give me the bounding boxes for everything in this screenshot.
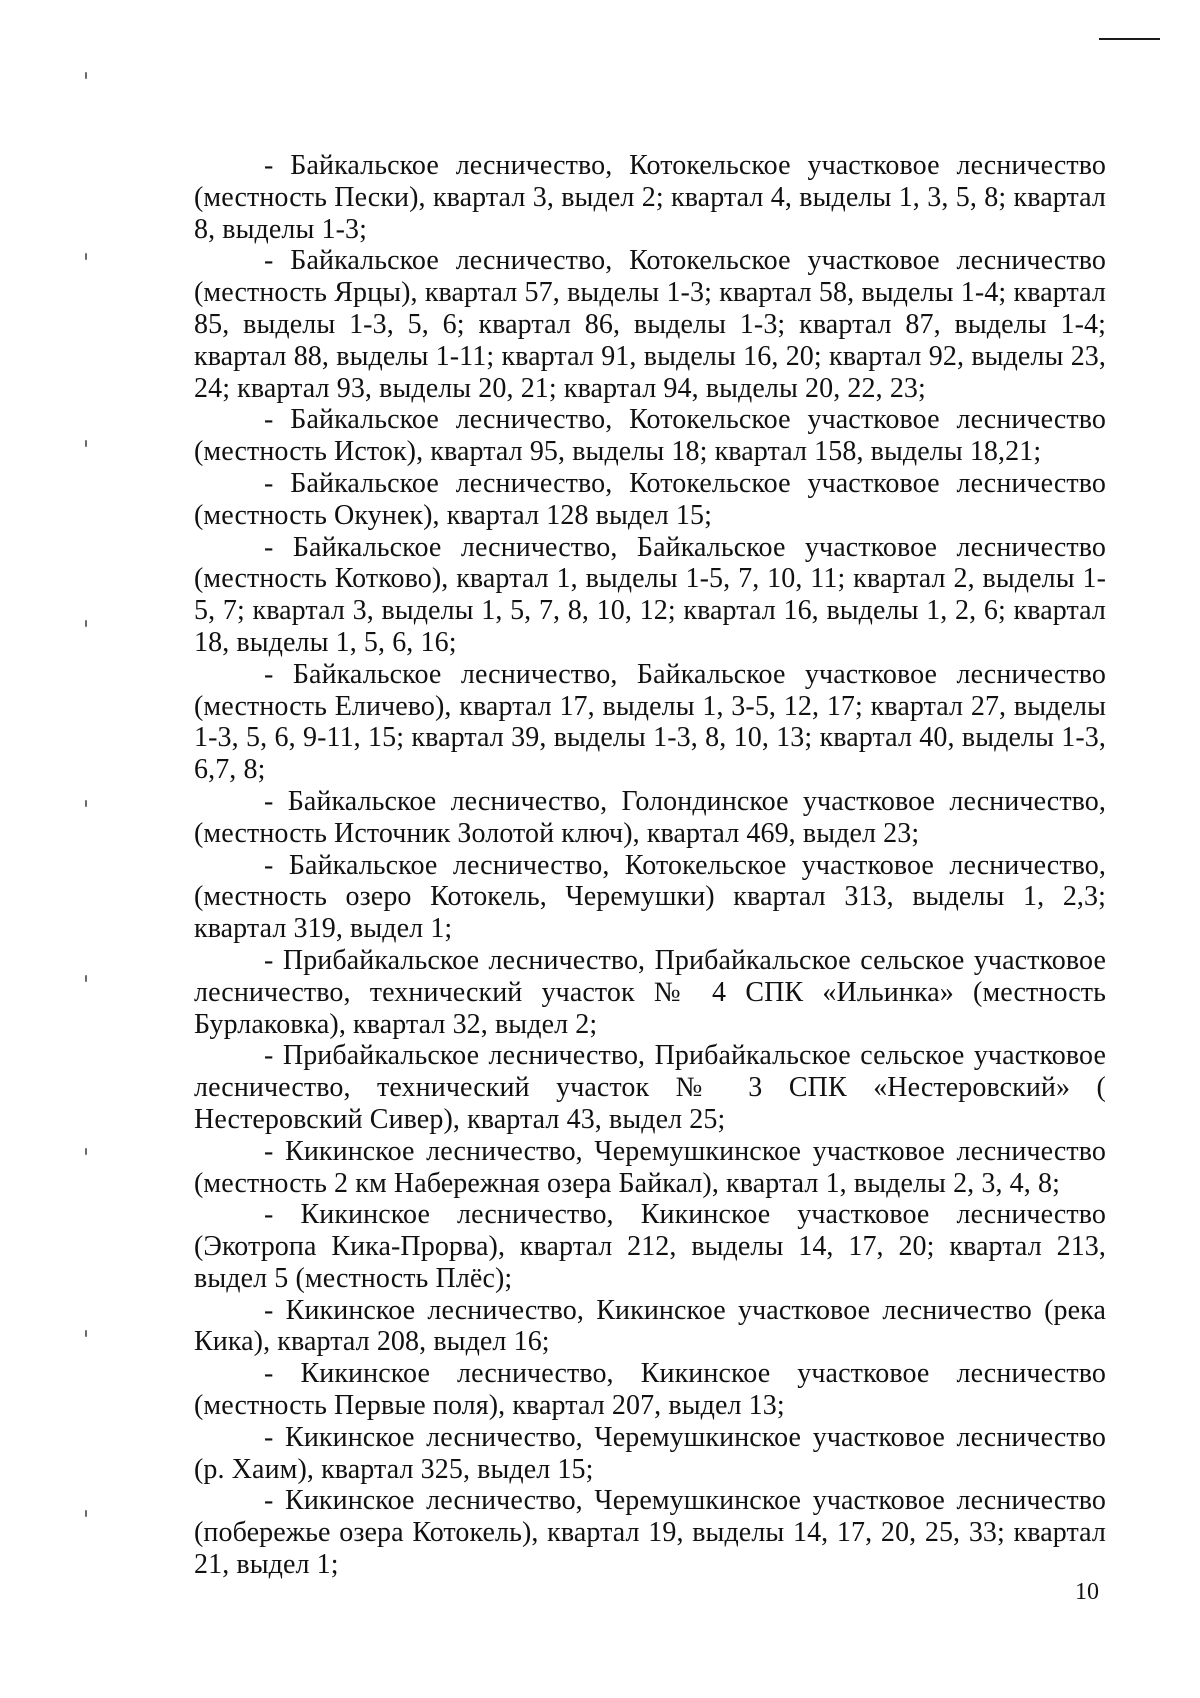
- list-item: - Байкальское лесничество, Котокельское участковое лесничество, (местность озеро Котокель, Черемушки) квартал 313, выделы 1, 2,3; квартал 319, выдел 1;: [194, 849, 1106, 945]
- list-item: - Байкальское лесничество, Байкальское участковое лесничество (местность Еличево), квартал 17, выделы 1, 3-5, 12, 17; квартал 27, выделы 1-3, 5, 6, 9-11, 15; квартал 39, выделы 1-3, 8, 10, 13; квартал 40, выделы 1-3, 6,7, 8;: [194, 658, 1106, 786]
- page-number: 10: [1075, 1579, 1099, 1605]
- scan-mark: [85, 253, 87, 260]
- list-item: - Кикинское лесничество, Черемушкинское участковое лесничество (местность 2 км Набережная озера Байкал), квартал 1, выделы 2, 3, 4, 8;: [194, 1135, 1106, 1199]
- list-item: - Прибайкальское лесничество, Прибайкальское сельское участковое лесничество, технический участок № 4 СПК «Ильинка» (местность Бурлаковка), квартал 32, выдел 2;: [194, 944, 1106, 1040]
- list-item: - Прибайкальское лесничество, Прибайкальское сельское участковое лесничество, технический участок № 3 СПК «Нестеровский» ( Нестеровский Сивер), квартал 43, выдел 25;: [194, 1040, 1106, 1135]
- list-item: - Байкальское лесничество, Котокельское участковое лесничество (местность Исток), квартал 95, выделы 18; квартал 158, выделы 18,21;: [194, 404, 1106, 468]
- list-item: - Кикинское лесничество, Кикинское участковое лесничество (река Кика), квартал 208, выдел 16;: [194, 1294, 1106, 1358]
- list-item: - Кикинское лесничество, Кикинское участковое лесничество (местность Первые поля), квартал 207, выдел 13;: [194, 1358, 1106, 1422]
- list-item: - Кикинское лесничество, Кикинское участковое лесничество (Экотропа Кика-Прорва), квартал 212, выделы 14, 17, 20; квартал 213, выдел 5 (местность Плёс);: [194, 1199, 1106, 1294]
- top-right-rule: [1099, 38, 1160, 40]
- scan-mark: [85, 440, 87, 447]
- scan-mark: [85, 800, 87, 807]
- scan-mark: [85, 620, 87, 627]
- list-item: - Байкальское лесничество, Голондинское участковое лесничество, (местность Источник Золотой ключ), квартал 469, выдел 23;: [194, 785, 1106, 849]
- scan-mark: [85, 72, 87, 79]
- list-item: - Байкальское лесничество, Котокельское участковое лесничество (местность Пески), квартал 3, выдел 2; квартал 4, выделы 1, 3, 5, 8; квартал 8, выделы 1-3;: [194, 150, 1106, 245]
- scan-mark: [85, 1330, 87, 1337]
- list-item: - Байкальское лесничество, Котокельское участковое лесничество (местность Окунек), квартал 128 выдел 15;: [194, 467, 1106, 531]
- list-item: - Байкальское лесничество, Байкальское участковое лесничество (местность Котково), квартал 1, выделы 1-5, 7, 10, 11; квартал 2, выделы 1-5, 7; квартал 3, выделы 1, 5, 7, 8, 10, 12; квартал 16, выделы 1, 2, 6; квартал 18, выделы 1, 5, 6, 16;: [194, 531, 1106, 658]
- document-body: [194, 150, 1106, 1581]
- list-item: - Кикинское лесничество, Черемушкинское участковое лесничество (побережье озера Котокель), квартал 19, выделы 14, 17, 20, 25, 33; квартал 21, выдел 1;: [194, 1485, 1106, 1581]
- scan-mark: [85, 1148, 87, 1155]
- list-item: - Байкальское лесничество, Котокельское участковое лесничество (местность Ярцы), квартал 57, выделы 1-3; квартал 58, выделы 1-4; квартал 85, выделы 1-3, 5, 6; квартал 86, выделы 1-3; квартал 87, выделы 1-4; квартал 88, выделы 1-11; квартал 91, выделы 16, 20; квартал 92, выделы 23, 24; квартал 93, выделы 20, 21; квартал 94, выделы 20, 22, 23;: [194, 245, 1106, 404]
- scan-mark: [85, 1510, 87, 1517]
- scan-mark: [85, 975, 87, 982]
- list-item: - Кикинское лесничество, Черемушкинское участковое лесничество (р. Хаим), квартал 325, выдел 15;: [194, 1421, 1106, 1485]
